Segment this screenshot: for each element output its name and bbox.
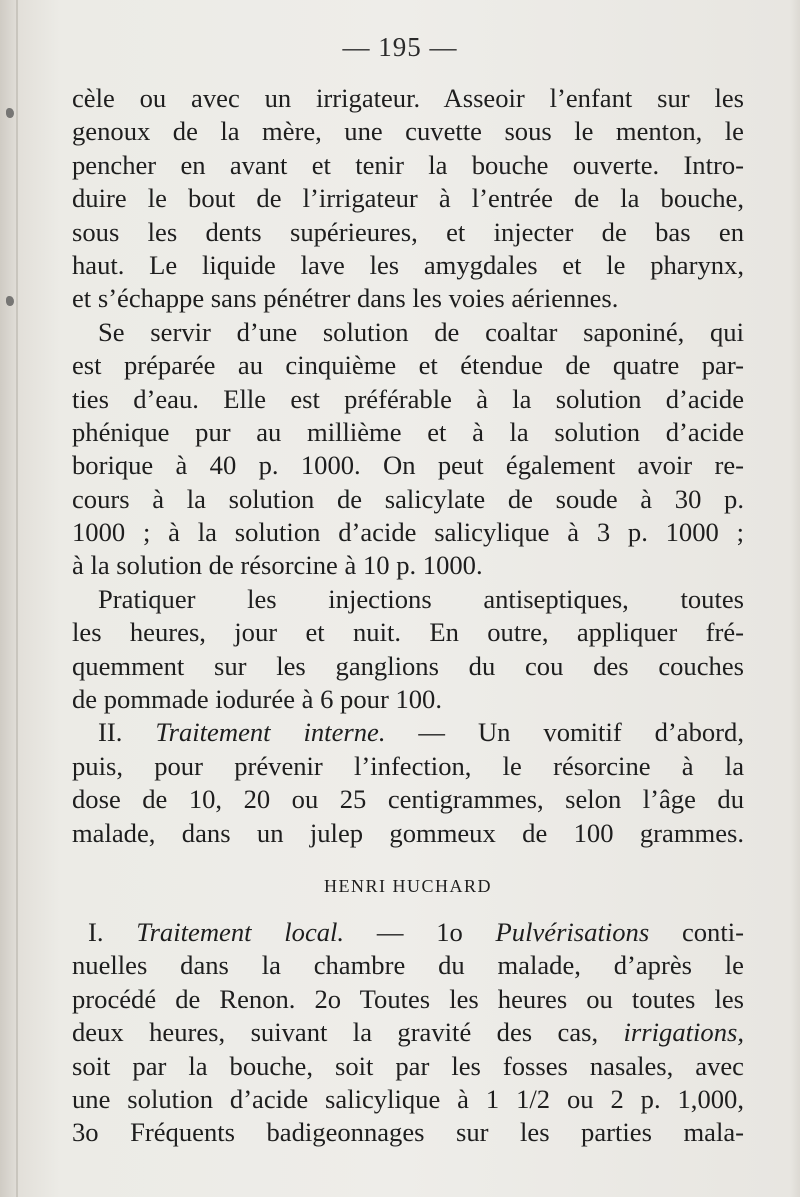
section-title: Traitement local. bbox=[136, 916, 345, 947]
text-fragment: deux heures, suivant la gravité des cas, bbox=[72, 1017, 599, 1048]
section-number: II. bbox=[98, 717, 123, 748]
text-line: et s’échappe sans pénétrer dans les voies aériennes. bbox=[72, 283, 619, 314]
paragraph bbox=[72, 316, 744, 583]
section-title: Traitement interne. bbox=[155, 717, 386, 748]
text-line: cèle ou avec un irrigateur. Asseoir l’enfant sur les bbox=[72, 83, 744, 113]
text-line: ties d’eau. Elle est préférable à la solution d’acide bbox=[72, 383, 744, 414]
text-line: les heures, jour et nuit. En outre, appliquer fré- bbox=[72, 617, 744, 648]
paragraph bbox=[72, 583, 744, 717]
text-line: une solution d’acide salicylique à 1 1/2 ou 2 p. 1,000, bbox=[72, 1083, 744, 1114]
text-line: genoux de la mère, une cuvette sous le menton, le bbox=[72, 116, 744, 147]
text-line: pencher en avant et tenir la bouche ouverte. Intro- bbox=[72, 149, 744, 180]
text-line: haut. Le liquide lave les amygdales et le pharynx, bbox=[72, 249, 744, 280]
text-line: quemment sur les ganglions du cou des couches bbox=[72, 650, 744, 681]
section-traitement-local bbox=[72, 916, 744, 1150]
term-pulverisations: Pulvérisations bbox=[495, 916, 650, 947]
text-line: 3o Fréquents badigeonnages sur les parties mala- bbox=[72, 1117, 744, 1148]
section-number: I. bbox=[88, 916, 104, 947]
page-number: — 195 — bbox=[342, 32, 458, 62]
author-heading: HENRI HUCHARD bbox=[324, 875, 492, 896]
text-line: phénique pur au millième et à la solution d’acide bbox=[72, 416, 744, 447]
text-line bbox=[72, 1016, 744, 1049]
text-line: cours à la solution de salicylate de soude à 30 p. bbox=[72, 483, 744, 514]
text-line: à la solution de résorcine à 10 p. 1000. bbox=[72, 550, 483, 581]
text-line: soit par la bouche, soit par les fosses nasales, avec bbox=[72, 1050, 744, 1081]
text-fragment: conti- bbox=[681, 916, 744, 947]
body-text bbox=[72, 82, 744, 1150]
text-line: dose de 10, 20 ou 25 centigrammes, selon l’âge du bbox=[72, 784, 744, 815]
text-line: borique à 40 p. 1000. On peut également avoir re- bbox=[72, 450, 744, 481]
text-fragment: — Un vomitif d’abord, bbox=[418, 717, 744, 748]
binding-mark bbox=[6, 108, 14, 118]
text-line bbox=[72, 916, 744, 949]
text-line: malade, dans un julep gommeux de 100 grammes. bbox=[72, 817, 744, 848]
text-line: procédé de Renon. 2o Toutes les heures ou toutes les bbox=[72, 983, 744, 1014]
text-fragment: — 1o bbox=[376, 916, 463, 947]
text-line: Pratiquer les injections antiseptiques, toutes bbox=[98, 583, 744, 614]
text-line bbox=[72, 716, 744, 749]
text-line: est préparée au cinquième et étendue de quatre par- bbox=[72, 350, 744, 381]
text-line: de pommade iodurée à 6 pour 100. bbox=[72, 684, 442, 715]
text-line: puis, pour prévenir l’infection, le résorcine à la bbox=[72, 750, 744, 781]
term-irrigations: irrigations, bbox=[623, 1017, 744, 1048]
text-line: sous les dents supérieures, et injecter de bas en bbox=[72, 216, 744, 247]
text-line: Se servir d’une solution de coaltar saponiné, qui bbox=[98, 316, 744, 347]
text-line: duire le bout de l’irrigateur à l’entrée de la bouche, bbox=[72, 183, 744, 214]
paragraph bbox=[72, 82, 744, 316]
page-gutter-edge bbox=[16, 0, 18, 1197]
section-traitement-interne bbox=[72, 716, 744, 850]
text-line: nuelles dans la chambre du malade, d’après le bbox=[72, 950, 744, 981]
binding-mark bbox=[6, 296, 14, 306]
text-line: 1000 ; à la solution d’acide salicylique à 3 p. 1000 ; bbox=[72, 517, 744, 548]
